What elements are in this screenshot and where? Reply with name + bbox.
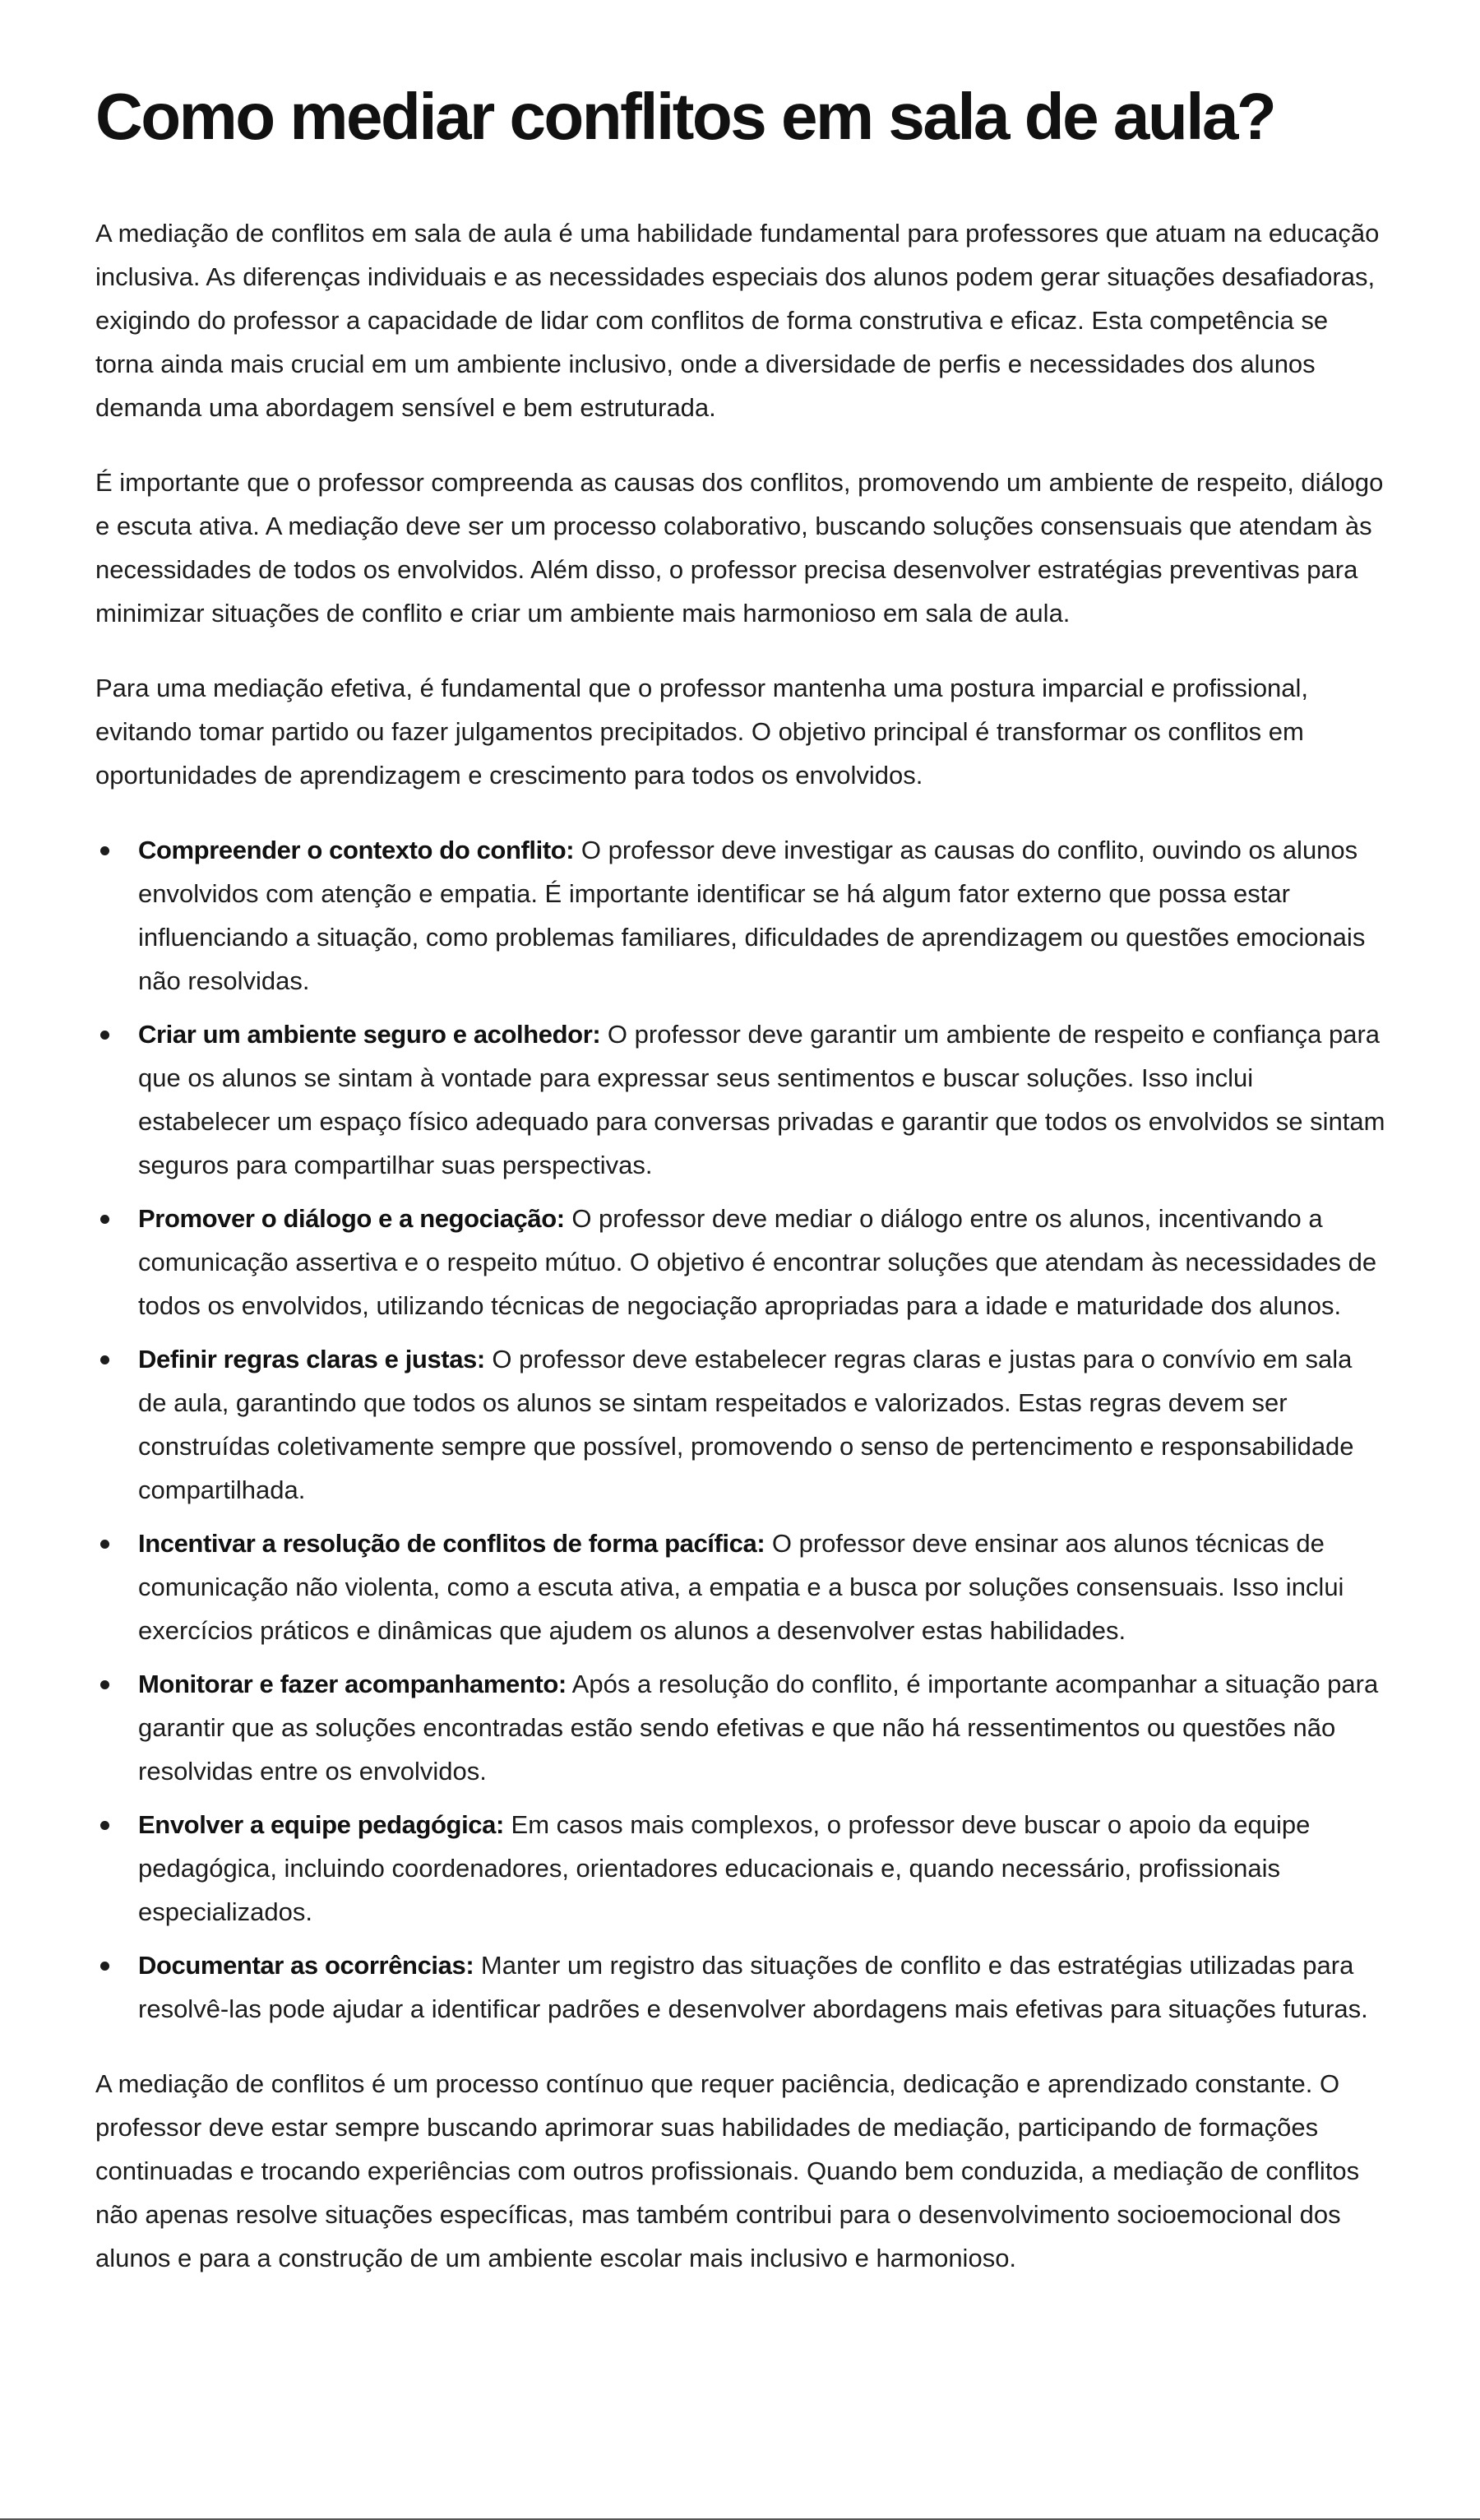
list-item [95,1803,1386,1934]
bullet-icon [100,1355,109,1364]
list-item [95,1662,1386,1793]
tips-list [95,828,1386,2031]
tip-heading: Criar um ambiente seguro e acolhedor: [138,1020,601,1049]
list-item [95,1522,1386,1652]
tip-heading: Compreender o contexto do conflito: [138,836,575,864]
bullet-icon [100,1962,109,1971]
list-item [95,1197,1386,1327]
bullet-icon [100,1821,109,1830]
bullet-icon [100,1031,109,1040]
tip-text: O professor deve estabelecer regras claras e justas para o convívio em sala de aula, garantindo que todos os alunos se sintam respeitados e valorizados. Estas regras devem ser construídas coletivamente sempre que possível, promovendo o senso de pertencimento e responsabilidade compartilhada. [138,1345,1354,1504]
list-item [95,1943,1386,2031]
tip-text: O professor deve ensinar aos alunos técnicas de comunicação não violenta, como a escuta ativa, a empatia e a busca por soluções consensuais. Isso inclui exercícios práticos e dinâmicas que ajudem os alunos a desenvolver estas habilidades. [138,1529,1344,1645]
tip-heading: Incentivar a resolução de conflitos de forma pacífica: [138,1529,765,1558]
intro-paragraph-1: A mediação de conflitos em sala de aula é uma habilidade fundamental para professores que atuam na educação inclusiva. As diferenças individuais e as necessidades especiais dos alunos podem gerar situações desafiadoras, exigindo do professor a capacidade de lidar com conflitos de forma construtiva e eficaz. Esta competência se torna ainda mais crucial em um ambiente inclusivo, onde a diversidade de perfis e necessidades dos alunos demanda uma abordagem sensível e bem estruturada. [95,219,1380,422]
tip-text: O professor deve garantir um ambiente de respeito e confiança para que os alunos se sintam à vontade para expressar seus sentimentos e buscar soluções. Isso inclui estabelecer um espaço físico adequado para conversas privadas e garantir que todos os envolvidos se sintam seguros para compartilhar suas perspectivas. [138,1020,1385,1179]
tip-text: O professor deve mediar o diálogo entre os alunos, incentivando a comunicação assertiva e o respeito mútuo. O objetivo é encontrar soluções que atendam às necessidades de todos os envolvidos, utilizando técnicas de negociação apropriadas para a idade e maturidade dos alunos. [138,1204,1377,1320]
tip-heading: Monitorar e fazer acompanhamento: [138,1670,567,1698]
tip-text: Em casos mais complexos, o professor deve buscar o apoio da equipe pedagógica, incluindo coordenadores, orientadores educacionais e, quando necessário, profissionais especializados. [138,1810,1311,1926]
tip-heading: Documentar as ocorrências: [138,1951,474,1980]
bullet-icon [100,846,109,855]
tip-text: Manter um registro das situações de conflito e das estratégias utilizadas para resolvê-las pode ajudar a identificar padrões e desenvolver abordagens mais efetivas para situações futuras. [138,1951,1368,2023]
list-item [95,828,1386,1003]
bullet-icon [100,1540,109,1549]
tip-text: Após a resolução do conflito, é importante acompanhar a situação para garantir que as soluções encontradas estão sendo efetivas e que não há ressentimentos ou questões não resolvidas entre os envolvidos. [138,1670,1379,1786]
tip-heading: Envolver a equipe pedagógica: [138,1810,504,1839]
tip-text: O professor deve investigar as causas do conflito, ouvindo os alunos envolvidos com atenção e empatia. É importante identificar se há algum fator externo que possa estar influenciando a situação, como problemas familiares, dificuldades de aprendizagem ou questões emocionais não resolvidas. [138,836,1366,995]
list-item [95,1012,1386,1187]
bullet-icon [100,1680,109,1689]
tip-heading: Promover o diálogo e a negociação: [138,1204,565,1233]
list-item [95,1337,1386,1512]
tip-heading: Definir regras claras e justas: [138,1345,485,1373]
intro-paragraph-3: Para uma mediação efetiva, é fundamental que o professor mantenha uma postura imparcial e profissional, evitando tomar partido ou fazer julgamentos precipitados. O objetivo principal é transformar os conflitos em oportunidades de aprendizagem e crescimento para todos os envolvidos. [95,674,1309,790]
article [95,0,1386,2280]
intro-paragraph-2: É importante que o professor compreenda as causas dos conflitos, promovendo um ambiente de respeito, diálogo e escuta ativa. A mediação deve ser um processo colaborativo, buscando soluções consensuais que atendam às necessidades de todos os envolvidos. Além disso, o professor precisa desenvolver estratégias preventivas para minimizar situações de conflito e criar um ambiente mais harmonioso em sala de aula. [95,468,1384,628]
page-title: Como mediar conflitos em sala de aula? [95,80,1275,153]
conclusion-paragraph: A mediação de conflitos é um processo contínuo que requer paciência, dedicação e aprendizado constante. O professor deve estar sempre buscando aprimorar suas habilidades de mediação, participando de formações continuadas e trocando experiências com outros profissionais. Quando bem conduzida, a mediação de conflitos não apenas resolve situações específicas, mas também contribui para o desenvolvimento socioemocional dos alunos e para a construção de um ambiente escolar mais inclusivo e harmonioso. [95,2069,1360,2272]
bullet-icon [100,1215,109,1224]
